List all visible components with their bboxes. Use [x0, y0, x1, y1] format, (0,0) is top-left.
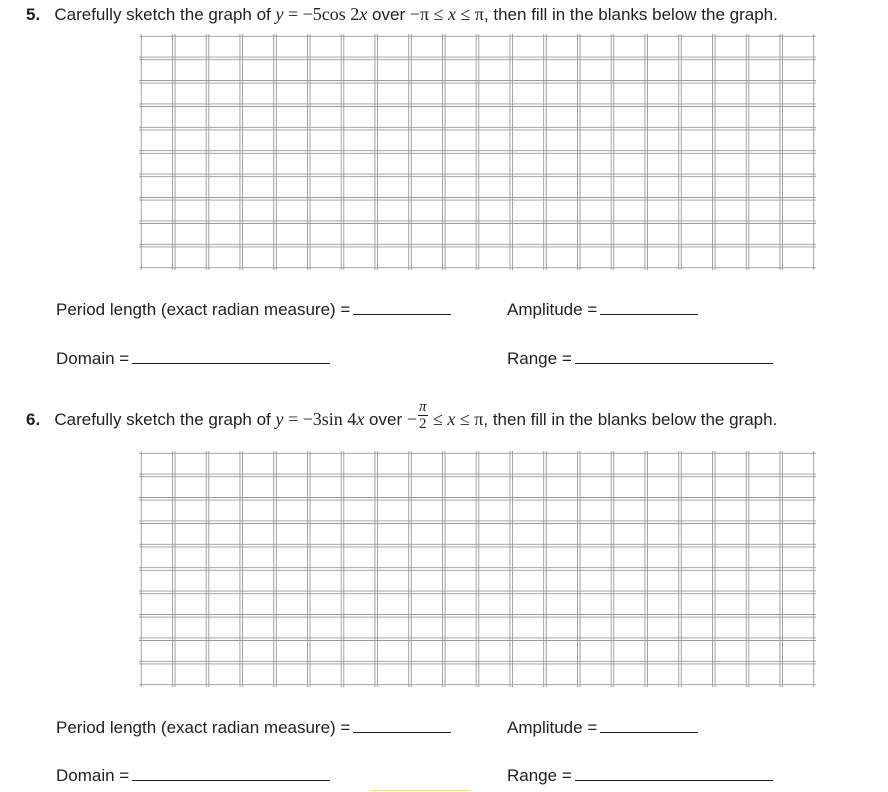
amplitude-blank[interactable] [600, 300, 698, 315]
range-label: Range = [507, 766, 572, 785]
interval: −π ≤ x ≤ π [409, 4, 484, 24]
highlight-mark [370, 790, 470, 791]
period-label: Period length (exact radian measure) = [56, 300, 351, 319]
period-field-5[interactable] [56, 300, 451, 320]
over-word: over [372, 5, 406, 24]
domain-field-6[interactable] [56, 766, 330, 786]
equation: y = −3sin 4x [275, 409, 365, 429]
domain-blank[interactable] [132, 766, 330, 781]
amplitude-label: Amplitude = [507, 300, 598, 319]
prompt-start: Carefully sketch the graph of [54, 410, 271, 429]
range-label: Range = [507, 349, 572, 368]
prompt-end: , then fill in the blanks below the graph. [483, 410, 778, 429]
amplitude-label: Amplitude = [507, 718, 598, 737]
period-blank[interactable] [353, 300, 451, 315]
prompt-end: , then fill in the blanks below the graph. [483, 5, 778, 24]
range-blank[interactable] [575, 349, 773, 364]
graph-grid-6[interactable] [139, 451, 816, 687]
amplitude-field-5[interactable] [507, 300, 698, 320]
equation: y = −5cos 2x [275, 4, 368, 24]
range-field-6[interactable] [507, 766, 773, 786]
domain-label: Domain = [56, 349, 130, 368]
period-label: Period length (exact radian measure) = [56, 718, 351, 737]
amplitude-field-6[interactable] [507, 718, 698, 738]
question-5-prompt [26, 4, 778, 25]
range-field-5[interactable] [507, 349, 773, 369]
domain-label: Domain = [56, 766, 130, 785]
period-field-6[interactable] [56, 718, 451, 738]
question-6-prompt [26, 399, 778, 433]
range-blank[interactable] [575, 766, 773, 781]
period-blank[interactable] [353, 718, 451, 733]
question-number: 5. [26, 5, 41, 24]
interval: − $\frac{\pi}{2}$ ≤ x ≤ π [406, 399, 484, 433]
pi-over-2-fraction: $\frac{\pi}{2}$ [419, 399, 427, 433]
amplitude-blank[interactable] [600, 718, 698, 733]
question-number: 6. [26, 410, 41, 429]
prompt-start: Carefully sketch the graph of [54, 5, 271, 24]
domain-field-5[interactable] [56, 349, 330, 369]
over-word: over [369, 410, 403, 429]
domain-blank[interactable] [132, 349, 330, 364]
graph-grid-5[interactable] [139, 34, 816, 270]
